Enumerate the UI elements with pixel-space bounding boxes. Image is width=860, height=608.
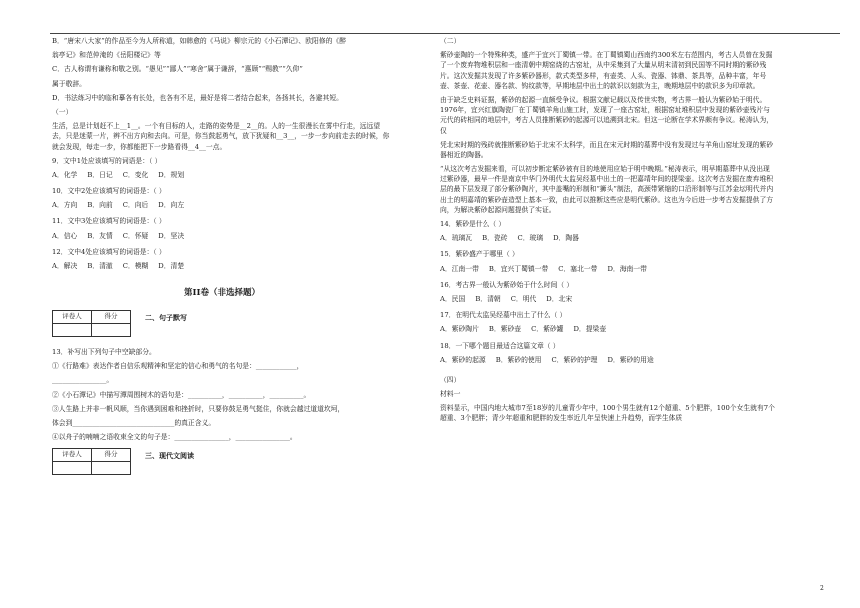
option: B．宜兴丁蜀镇一带 (488, 264, 549, 273)
option-d-line: D．书法练习中的临和摹各有长处，也各有不足，最好是将二者结合起来，各扬其长，各避其短。 (52, 93, 343, 102)
option: B．向前 (87, 201, 113, 210)
question-10-options (52, 200, 392, 210)
option: B．瓷砖 (482, 234, 508, 243)
option: A．民国 (440, 294, 466, 303)
material-1-text: 资料显示，中国内地大城市7至18岁的儿童青少年中，100个男生就有12个超重、5个肥胖，100个女生就有7个超重、3个肥胖；青少年超重和肥胖的发生率近几年呈快速上升趋势，而学生体质 (440, 404, 775, 423)
option: C．玻璃 (517, 234, 544, 243)
question-13-1: ①《行路难》表达作者自信乐观精神和坚定的信心和勇气的名句是：____________， (52, 362, 304, 371)
grader-label: 评卷人 (53, 310, 92, 323)
subsection-1: （一） (52, 107, 73, 116)
score-label: 得分 (92, 310, 131, 323)
option: C．塞北一带 (558, 264, 598, 273)
question-18: 18．一下哪个题目最适合这篇文章（ ） (440, 341, 560, 350)
grader-cell (53, 323, 92, 336)
option: C．紫砂的护理 (551, 355, 598, 364)
option: C．怀疑 (122, 231, 149, 240)
option: B．紫砂壶 (488, 325, 522, 334)
question-9-options (52, 170, 392, 180)
subsection-4: （四） (440, 375, 461, 384)
question-13-1b: ________________。 (52, 376, 114, 385)
option: A．解决 (52, 262, 78, 270)
question-17-options (440, 324, 775, 334)
option: A．信心 (52, 231, 78, 240)
option: A．方向 (52, 201, 78, 210)
option: A．琉璃瓦 (440, 234, 473, 243)
score-box-1 (52, 310, 392, 337)
option: C．向后 (122, 201, 149, 210)
section-2-heading: 二、句子默写 (145, 312, 187, 322)
subsection-2: （二） (440, 37, 461, 45)
left-column (52, 36, 392, 485)
score-table (52, 448, 131, 475)
question-12: 12．文中4处应该填写的词语是：（ ） (52, 247, 166, 256)
option-c-line1: C．古人称谓有谦称和敬之别。“愚见”“鄙人”“寒舍”属于谦辞，“惠顾”“赐教”“久仰” (52, 65, 303, 74)
option: D．坚决 (158, 231, 185, 240)
question-13-4: ④以舟子的喃喃之语收束全文的句子是：________________，________________。 (52, 433, 297, 442)
question-12-options (52, 261, 392, 271)
question-13: 13．补写出下列句子中空缺部分。 (52, 347, 156, 356)
option-c-line2: 属于敬辞。 (52, 79, 86, 88)
cloze-passage: 生活，总是计划赶不上__1__。一个有目标的人，走路的姿势是__2__的。人的一生很漫长在雾中行走，远远望去，只是迷蒙一片，辨不出方向和去向。可是，你当鼓起勇气，放下犹疑和__3__，一步一步向前走去的时候，你就会发现，每走一步，你都能把下一步路看得__4__一点。 (52, 122, 390, 151)
option: B．清澈 (87, 262, 113, 270)
question-16: 16．考古界一般认为紫砂始于什么时间（ ） (440, 280, 574, 289)
question-13-2: ②《小石潭记》中描写潭周围树木的语句是：__________，__________，__________。 (52, 390, 311, 399)
option: A．化学 (52, 170, 78, 179)
option: B．紫砂的使用 (495, 355, 542, 364)
reading-paragraph-4: “从这次考古发掘来看，可以初步断定紫砂被有目的地使用应始于明中晚期。”秘涛表示，明早期墓葬中从没出现过紫砂器，最早一件是南京中华门外明代太监吴经墓中出土的一把嘉靖年间的提梁壶。这次考古发掘在废弃堆积层的最下层发现了部分紫砂陶片，其中盖嘴的形制和“狮头”制法，高颈带紧缩的口沿形制等与江苏金坛明代并内出土的明嘉靖的紫砂壶造型上基本一致，由此可以推断这些应是明代紫砂。这也为今后进一步考古发掘提供了方向，为解决紫砂起源问题提供了实证。 (440, 165, 774, 214)
question-16-options (440, 294, 775, 304)
score-box-2 (52, 448, 392, 475)
question-13-3: ③人生路上并非一帆风顺，当你遇到困难和挫折时，只要你鼓足勇气挺住，你就会越过道道坎坷， (52, 404, 345, 413)
header-rule (50, 33, 840, 34)
option: C．模糊 (122, 262, 149, 270)
question-11-options (52, 231, 392, 241)
option: C．紫砂罐 (531, 325, 564, 334)
question-14-options (440, 233, 775, 243)
question-14: 14．紫砂是什么（ ） (440, 220, 506, 228)
option-b-line2: 翁亭记》和范仲淹的《岳阳楼记》等 (52, 51, 161, 60)
material-1-label: 材料一 (440, 390, 461, 399)
question-15-options (440, 264, 775, 274)
grader-cell (53, 462, 92, 475)
option: D．北宋 (546, 294, 573, 303)
option: A．紫砂陶片 (440, 325, 479, 334)
option: D．规划 (158, 170, 185, 179)
reading-paragraph-1: 紫砂壶陶的一个特殊种类，盛产于宜兴丁蜀镇一带。在丁蜀镇蜀山西南约300米左右范围内，考古人员曾在发掘了一个废弃物堆积层和一座清朝中期窑烧的古窑址，从中采集到了大量从明末清初到民国等不同时期的紫砂残片。这次发掘共发现了许多紫砂器形，款式类型多样，有壶类、人头、瓷器、钵鼎、茶具等，品种丰富，年号壶、茶壶、花壶、器名款、钩纹款等，早期地层中出土的款识以刻款为主，晚期地层中的款识多为印章款。 (440, 51, 773, 90)
question-10: 10．文中2处应该填写的词语是：（ ） (52, 187, 166, 196)
score-table (52, 310, 131, 337)
option: A．紫砂的起源 (440, 355, 486, 364)
right-column (440, 36, 775, 428)
score-cell (92, 323, 131, 336)
option: B．日记 (87, 170, 113, 179)
section-3-heading: 三、现代文阅读 (145, 451, 194, 461)
option: D．向左 (158, 201, 185, 210)
question-18-options (440, 355, 775, 365)
reading-paragraph-2: 由于缺乏史料证据，紫砂的起源一直颇受争议。根据文献记载以及传世实物，考古界一般认为紫砂始于明代。1976年，宜兴红旗陶瓷厂在丁蜀镇羊角山施工时，发现了一座古窑址，根据窑址堆积层中发现的紫砂壶残片与元代的砖相同的地层中，考古人员推断紫砂的起源可以追溯到北宋。但这一论断在学术界颇有争议。秘涛认为，仅 (440, 95, 774, 135)
option-b-line1: B．“唐宋八大家”的作品至今为人所称道，如韩愈的《马说》柳宗元的《小石潭记》、欧阳修的《醉 (52, 37, 347, 45)
question-9: 9．文中1处应该填写的词语是：（ ） (52, 156, 162, 165)
question-11: 11．文中3处应该填写的词语是：（ ） (52, 217, 166, 226)
question-17: 17．在明代太监吴经墓中出土了什么（ ） (440, 311, 567, 320)
option: D．紫砂的用途 (607, 355, 654, 364)
page-number: 2 (820, 585, 824, 592)
option: D．陶器 (553, 234, 579, 243)
reading-paragraph-3: 凭北宋时期的残砖就推断紫砂始于北宋不太科学，而且在宋元时期的墓葬中没有发现过与羊角山窑址发现的紫砂器相近的陶器。 (440, 140, 774, 159)
volume-2-title: 第II卷（非选择题） (184, 288, 260, 299)
question-13-3b: 体会到______________________________的真正含义。 (52, 418, 216, 427)
option: B．友情 (87, 231, 113, 240)
option: D．提梁壶 (573, 325, 607, 334)
option: D．海南一带 (607, 264, 647, 273)
option: C．明代 (510, 294, 537, 303)
score-cell (92, 462, 131, 475)
option: A．江南一带 (440, 264, 479, 273)
grader-label: 评卷人 (53, 449, 92, 462)
score-label: 得分 (92, 449, 131, 462)
question-15: 15．紫砂盛产于哪里（ ） (440, 250, 519, 259)
option: D．清楚 (158, 262, 185, 270)
option: C．变化 (122, 170, 149, 179)
option: B．清朝 (475, 294, 501, 303)
